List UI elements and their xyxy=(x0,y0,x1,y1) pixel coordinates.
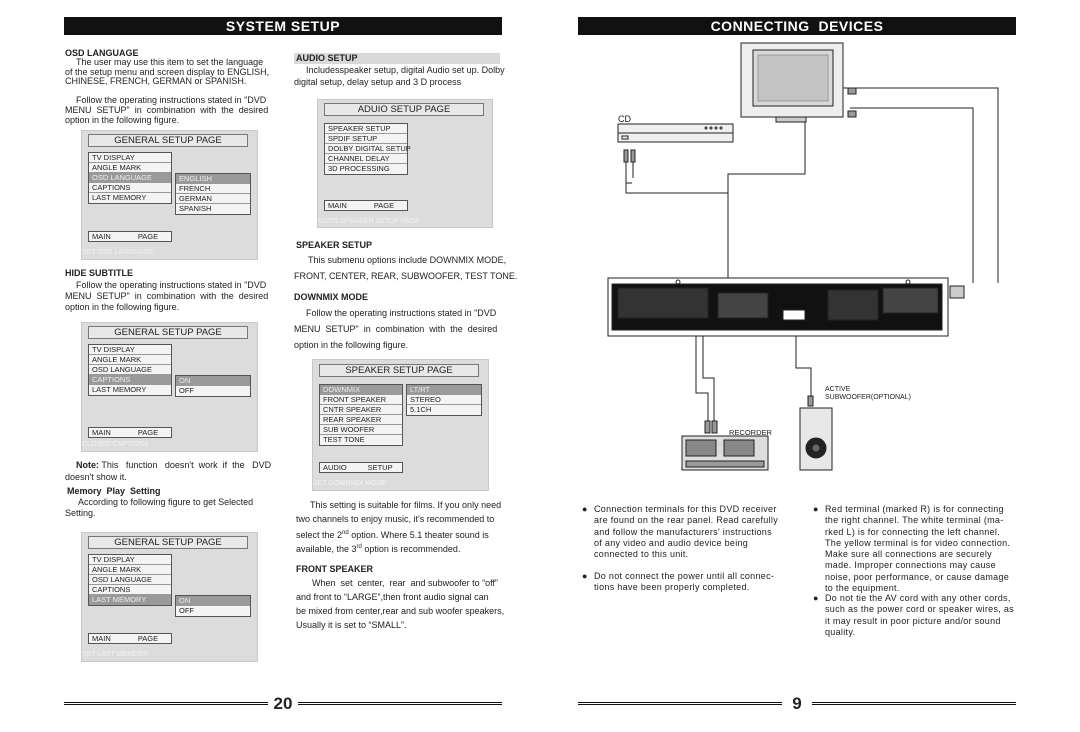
bullet-av-cord xyxy=(813,593,1020,638)
bullet-power-warning xyxy=(582,571,799,594)
speaker-setup-line1: This submenu options include DOWNMIX MODE, xyxy=(308,255,507,265)
bullet-line: made. Improper connections may cause xyxy=(825,560,996,571)
front-speaker-line4: Usually it is set to “SMALL”. xyxy=(296,620,407,630)
connecting-devices-banner: CONNECTING DEVICES xyxy=(578,17,1016,35)
bullet-line: Do not tie the AV cord with any other cords, xyxy=(825,593,1011,603)
menu-item-osd-language[interactable]: OSD LANGUAGE xyxy=(89,365,171,375)
bullet-line: the right channel. The white terminal (ma- xyxy=(825,515,1004,526)
menu-options xyxy=(175,595,251,617)
menu-item-captions[interactable]: CAPTIONS xyxy=(89,183,171,193)
menu-item-last-memory[interactable]: LAST MEMORY xyxy=(92,193,147,202)
page-number-right: 9 xyxy=(792,694,802,713)
downmix-para3-a: select the 2 xyxy=(296,530,343,540)
note-line1 xyxy=(76,460,271,471)
menu-item-spdif-setup[interactable]: SPDIF SETUP xyxy=(325,134,407,144)
downmix-para3-sup: nd xyxy=(342,530,349,536)
menu-item-angle-mark[interactable]: ANGLE MARK xyxy=(89,163,171,173)
footer-rule-right-b xyxy=(812,702,1016,705)
downmix-para4 xyxy=(296,542,460,555)
menu-item-angle-mark[interactable]: ANGLE MARK xyxy=(89,565,171,575)
recorder-cables xyxy=(696,336,714,423)
bullet-line: rked L) is for connecting the left channel. xyxy=(825,526,1000,537)
menu-footer[interactable]: MAIN PAGE xyxy=(88,633,172,644)
audio-setup-heading: AUDIO SETUP xyxy=(294,53,500,64)
menu-item-osd-language[interactable]: OSD LANGUAGE xyxy=(89,575,171,585)
speaker-setup-heading: SPEAKER SETUP xyxy=(296,240,373,250)
front-speaker-heading: FRONT SPEAKER xyxy=(296,564,374,574)
menu-hint: SET LAST MEMORY xyxy=(82,651,149,658)
menu-options xyxy=(175,173,251,215)
option-german[interactable]: GERMAN xyxy=(176,194,250,204)
bullet-dot: ● xyxy=(582,571,588,581)
option-off[interactable]: OFF xyxy=(179,606,194,615)
audio-setup-line1: Includesspeaker setup, digital Audio set up. Dolby xyxy=(306,65,505,75)
menu-item-downmix[interactable]: DOWNMIX xyxy=(320,385,402,395)
bullet-terminal-colors xyxy=(813,504,1020,594)
osd-language-line2: of the setup menu and screen display to ENGLISH, xyxy=(65,67,270,77)
bullet-line: Connection terminals for this DVD receiver xyxy=(594,504,777,514)
bullet-line: such as the power cord or speaker wires, as xyxy=(825,604,1014,615)
bullet-line: it may result in poor picture and/or sound xyxy=(825,615,1001,626)
memory-play-heading: Memory Play Setting xyxy=(67,486,161,496)
downmix-para1: This setting is suitable for films. If you only need xyxy=(310,500,502,510)
menu-options xyxy=(406,384,482,416)
footer-rule-left-b xyxy=(298,702,502,705)
menu-item-cntr-speaker[interactable]: CNTR SPEAKER xyxy=(320,405,402,415)
menu-options xyxy=(175,375,251,397)
menu-title: GENERAL SETUP PAGE xyxy=(88,326,248,339)
menu-title: GENERAL SETUP PAGE xyxy=(88,134,248,147)
menu-item-last-memory[interactable]: LAST MEMORY xyxy=(92,385,147,394)
subwoofer-label-1: ACTIVE xyxy=(825,386,851,393)
bullet-dot: ● xyxy=(582,504,588,514)
menu-items xyxy=(88,152,172,204)
menu-item-3d-processing[interactable]: 3D PROCESSING xyxy=(328,164,390,173)
menu-item-sub-woofer[interactable]: SUB WOOFER xyxy=(320,425,402,435)
option-off[interactable]: OFF xyxy=(179,386,194,395)
subwoofer-cable xyxy=(796,336,811,398)
menu-item-channel-delay[interactable]: CHANNEL DELAY xyxy=(325,154,407,164)
menu-hint: SET OSD LANGUAGE xyxy=(82,249,154,256)
osd-follow-line1: Follow the operating instructions stated in "DVD xyxy=(76,95,267,105)
option-5-1ch[interactable]: 5.1CH xyxy=(410,405,432,414)
general-setup-menu-captions xyxy=(81,322,258,452)
osd-language-line1: The user may use this item to set the language xyxy=(76,57,264,67)
downmix-line2: MENU SETUP" in combination with the desired xyxy=(294,324,498,334)
bullet-line: and follow the manufacturers' instructions xyxy=(594,526,772,537)
audio-setup-line2: digital setup, delay setup and 3 D process xyxy=(294,77,462,87)
bullet-line: quality. xyxy=(825,626,856,637)
bullet-dot: ● xyxy=(813,593,819,603)
menu-items xyxy=(88,554,172,606)
downmix-para4-b: option is recommended. xyxy=(361,544,461,554)
option-spanish[interactable]: SPANISH xyxy=(179,204,212,213)
menu-title: GENERAL SETUP PAGE xyxy=(88,536,248,549)
osd-follow-line3: option in the following figure. xyxy=(65,115,180,125)
menu-item-rear-speaker[interactable]: REAR SPEAKER xyxy=(320,415,402,425)
option-ltrt[interactable]: LT/RT xyxy=(407,385,481,395)
downmix-line1: Follow the operating instructions stated in "DVD xyxy=(306,308,497,318)
bullet-connection-terminals xyxy=(582,504,799,560)
downmix-line3: option in the following figure. xyxy=(294,340,409,350)
downmix-para2: two channels to enjoy music, it's recommended to xyxy=(296,514,495,524)
menu-footer[interactable]: AUDIO SETUP xyxy=(319,462,403,473)
bullet-line: noise, poor performance, or cause damage xyxy=(825,571,1010,582)
bullet-line: to the equipment. xyxy=(825,583,900,594)
general-setup-menu-memory xyxy=(81,532,258,662)
bullet-line: Make sure all connections are securely xyxy=(825,549,992,560)
option-french[interactable]: FRENCH xyxy=(176,184,250,194)
memory-play-line2: Setting. xyxy=(65,508,96,518)
menu-hint: SET DOWNMIX MODE xyxy=(313,480,386,487)
recorder-label: RECORDER xyxy=(729,428,772,437)
menu-item-test-tone[interactable]: TEST TONE xyxy=(323,435,365,444)
menu-title: ADUIO SETUP PAGE xyxy=(324,103,484,116)
connection-diagram xyxy=(578,38,1016,488)
menu-item-tv-display[interactable]: TV DISPLAY xyxy=(89,345,171,355)
downmix-para3 xyxy=(296,528,489,541)
bullet-dot: ● xyxy=(813,504,819,514)
bullet-line: are found on the rear panel. Read carefully xyxy=(594,515,779,526)
downmix-para4-sup: rd xyxy=(356,544,362,550)
menu-hint: GOTO SPEAKER SETUP PAGE xyxy=(318,218,420,225)
menu-footer[interactable]: MAIN PAGE xyxy=(88,231,172,242)
option-english[interactable]: ENGLISH xyxy=(176,174,250,184)
menu-items xyxy=(319,384,403,446)
menu-item-osd-language[interactable]: OSD LANGUAGE xyxy=(89,173,171,183)
bullet-line: Red terminal (marked R) is for connecting xyxy=(825,504,1004,514)
osd-language-heading: OSD LANGUAGE xyxy=(65,48,139,58)
note-text: This function doesn't work if the DVD xyxy=(99,460,272,470)
menu-item-captions[interactable]: CAPTIONS xyxy=(89,585,171,595)
front-speaker-line3: be mixed from center,rear and sub woofer speakers, xyxy=(296,606,505,616)
bullet-line: The yellow terminal is for video connection. xyxy=(825,537,1011,548)
menu-item-angle-mark[interactable]: ANGLE MARK xyxy=(89,355,171,365)
bullet-line: of any video and audio device being xyxy=(594,537,749,548)
speaker-setup-line2: FRONT, CENTER, REAR, SUBWOOFER, TEST TONE. xyxy=(294,271,518,281)
menu-item-speaker-setup[interactable]: SPEAKER SETUP xyxy=(325,124,407,134)
memory-play-line1: According to following figure to get Selected xyxy=(78,497,254,507)
downmix-mode-heading: DOWNMIX MODE xyxy=(294,292,368,302)
osd-language-line3: CHINESE, FRENCH, GERMAN or SPANISH. xyxy=(65,76,247,86)
downmix-para3-b: option. Where 5.1 theater sound is xyxy=(348,530,489,540)
cd-label: CD xyxy=(618,114,631,124)
hide-follow-line3: option in the following figure. xyxy=(65,302,180,312)
option-stereo[interactable]: STEREO xyxy=(407,395,481,405)
page-number-left: 20 xyxy=(273,694,293,713)
audio-setup-menu xyxy=(317,99,493,228)
option-on[interactable]: ON xyxy=(176,596,250,606)
cd-rca-plugs xyxy=(624,150,635,183)
menu-items xyxy=(324,123,411,175)
option-on[interactable]: ON xyxy=(176,376,250,386)
system-setup-banner: SYSTEM SETUP xyxy=(64,17,502,35)
speaker-setup-menu xyxy=(312,359,489,491)
menu-item-tv-display[interactable]: TV DISPLAY xyxy=(89,153,171,163)
menu-item-dolby-digital-setup[interactable]: DOLBY DIGITAL SETUP xyxy=(325,144,407,154)
front-speaker-line2: and front to “LARGE”,then front audio signal can xyxy=(296,592,489,602)
note-label: Note: xyxy=(76,460,99,470)
subwoofer-label-2: SUBWOOFER(OPTIONAL) xyxy=(825,394,911,401)
menu-title: SPEAKER SETUP PAGE xyxy=(319,364,479,377)
menu-item-last-memory[interactable]: LAST MEMORY xyxy=(89,595,171,605)
osd-follow-line2: MENU SETUP" in combination with the desired xyxy=(65,105,269,115)
menu-item-front-speaker[interactable]: FRONT SPEAKER xyxy=(320,395,402,405)
footer-rule-right-a xyxy=(578,702,782,705)
bullet-line: connected to this unit. xyxy=(594,549,689,560)
menu-footer[interactable]: MAIN PAGE xyxy=(88,427,172,438)
menu-hint: CLOSED CAPTIONS xyxy=(82,441,149,448)
hide-subtitle-heading: HIDE SUBTITLE xyxy=(65,268,134,278)
menu-footer[interactable]: MAIN PAGE xyxy=(324,200,408,211)
menu-items xyxy=(88,344,172,396)
hide-follow-line1: Follow the operating instructions stated in "DVD xyxy=(76,280,267,290)
general-setup-menu-osd xyxy=(81,130,258,260)
downmix-para4-a: available, the 3 xyxy=(296,544,357,554)
footer-rule-left-a xyxy=(64,702,268,705)
hide-follow-line2: MENU SETUP" in combination with the desired xyxy=(65,291,269,301)
menu-item-tv-display[interactable]: TV DISPLAY xyxy=(89,555,171,565)
bullet-line: tions have been properly completed. xyxy=(594,582,750,593)
menu-item-captions[interactable]: CAPTIONS xyxy=(89,375,171,385)
bullet-line: Do not connect the power until all connec- xyxy=(594,571,775,581)
note-line2: doesn't show it. xyxy=(65,472,127,482)
front-speaker-line1: When set center, rear and subwoofer to “off” xyxy=(312,578,498,588)
